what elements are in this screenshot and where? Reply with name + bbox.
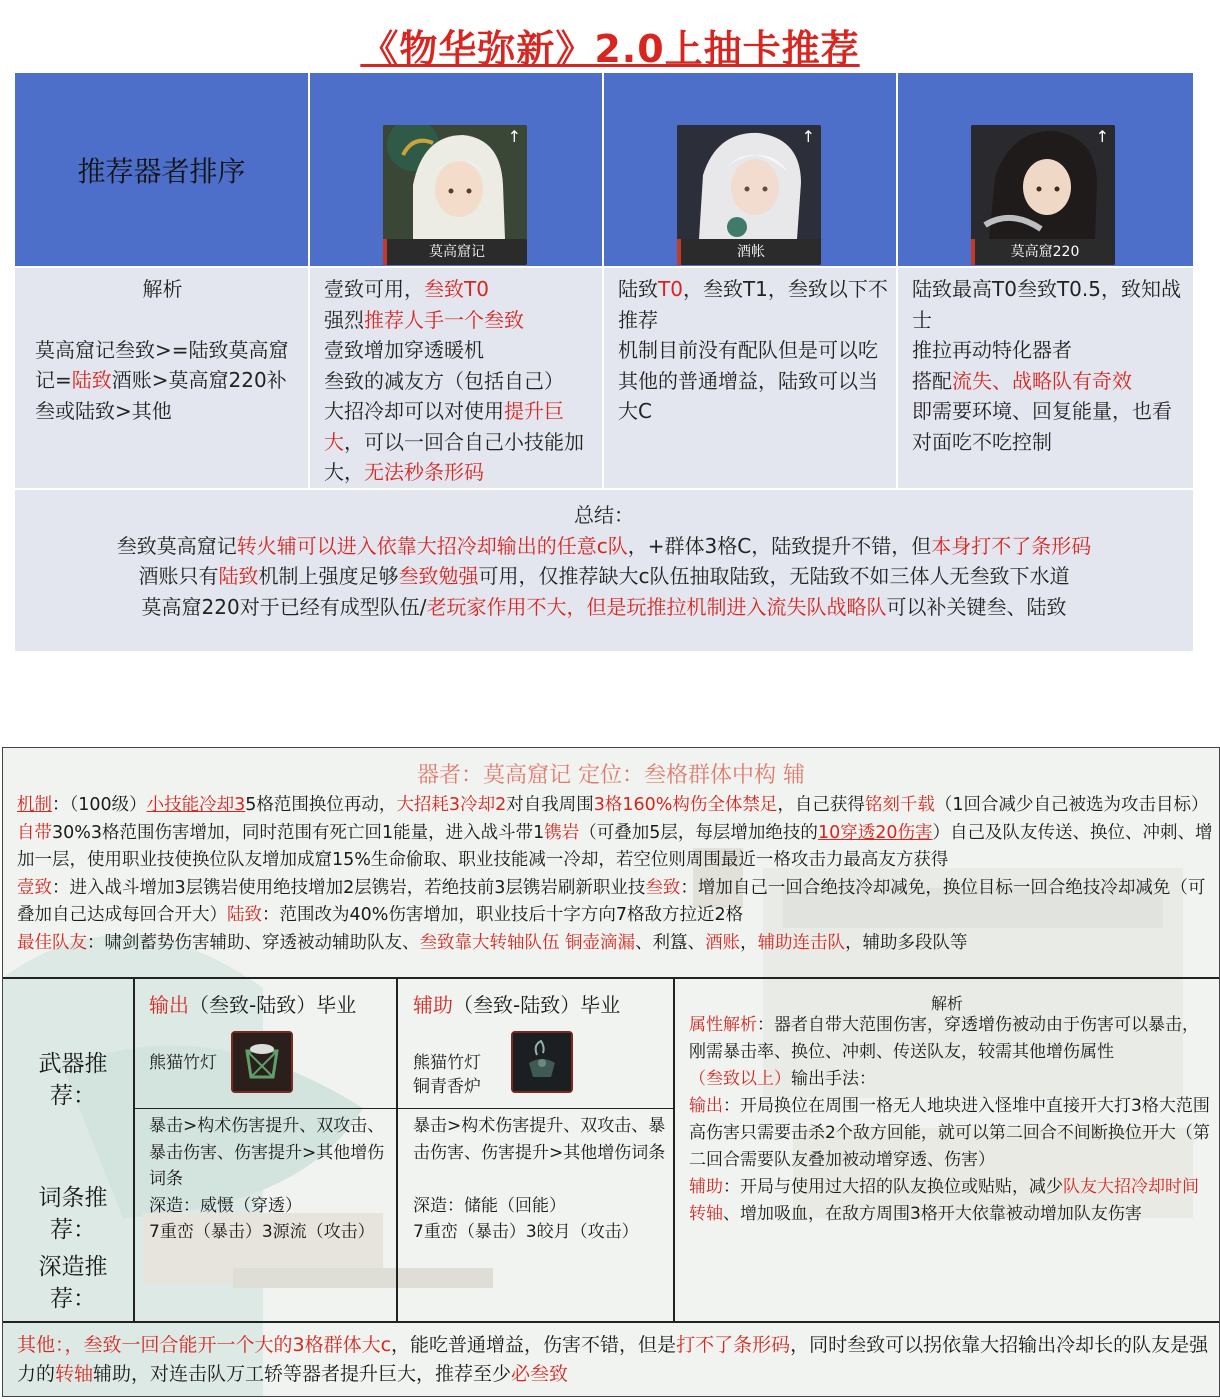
- character-name: 莫高窟记: [383, 239, 527, 265]
- character-name: 莫高窟220: [971, 239, 1115, 265]
- output-weapon-name: 熊猫竹灯: [149, 1053, 217, 1073]
- summary-block: [15, 490, 1193, 651]
- divider: [3, 1321, 1219, 1323]
- character-guide-card: [2, 747, 1220, 1397]
- character-portrait[interactable]: [971, 125, 1115, 265]
- summary-line: 莫高窟220对于已经有成型队伍/老玩家作用不大，但是玩推拉机制进入流失队战略队可以补关键叁、陆致: [141, 594, 1067, 619]
- weapon-label: 武器推荐：: [38, 1051, 108, 1109]
- header-cell-rank: [15, 73, 308, 266]
- upgrade-arrow-icon: ↑: [801, 127, 815, 146]
- incense-burner-icon: [511, 1031, 573, 1093]
- support-header: 辅助（叁致-陆致）毕业: [413, 993, 621, 1017]
- panda-lantern-icon: [231, 1031, 293, 1093]
- support-deep: 深造：储能（回能）: [413, 1196, 566, 1216]
- output-affix: 暴击>构术伤害提升、双攻击、暴击伤害、伤害提升>其他增伤词条: [149, 1116, 385, 1189]
- analysis-cell-char-3: 陆致最高T0叁致T0.5，致知战士 推拉再动特化器者 搭配流失、战略队有奇效 即需要环境、回复能量，也看对面吃不吃控制: [898, 268, 1193, 488]
- divider: [3, 977, 1219, 979]
- header-cell-char-1: [310, 73, 602, 266]
- affix-label: 词条推荐：: [38, 1185, 108, 1243]
- analysis-cell-char-1: 壹致可用，叁致T0 强烈推荐人手一个叁致 壹致增加穿透暖机 叁致的减友方（包括自己） 大招冷却可以对使用提升巨大，可以一回合自己小技能加大，无法秒条形码: [310, 268, 602, 488]
- output-header: 输出（叁致-陆致）毕业: [149, 993, 357, 1017]
- other-notes: 其他：，叁致一回合能开一个大的3格群体大c，能吃普通增益，伤害不错，但是打不了条形码，同时叁致可以拐依靠大招输出冷却长的队友是强力的转轴辅助，对连击队万工轿等器者提升巨大，推荐至少必叁致: [17, 1334, 1209, 1385]
- deep-label: 深造推荐：: [38, 1254, 108, 1312]
- mechanics-text: 机制：（100级）小技能冷却35格范围换位再动，大招耗3冷却2对自我周围3格160%构伤全体禁足，自己获得铭刻千载（1回合减少自己被选为攻击目标）自带30%3格范围伤害增加，同时范围有死亡回1能量，进入战斗带1镌岩（可叠加5层，每层增加绝技的10穿透20伤害）自己及队友传送、换位、冲刺、增加一层，使用职业技使换位队友增加成窟15%生命偷取、职业技能减一冷却，若空位则周围最近一格攻击力最高友方获得: [17, 795, 1213, 871]
- portrait-image: [677, 125, 821, 239]
- analysis-header: 解析: [930, 994, 963, 1013]
- upgrade-arrow-icon: ↑: [1095, 127, 1109, 146]
- upgrade-arrow-icon: ↑: [507, 127, 521, 146]
- recommendation-table: [15, 73, 1193, 651]
- divider: [133, 977, 135, 1322]
- mechanics-block: [17, 792, 1213, 958]
- support-weapon-name: 铜青香炉: [413, 1077, 481, 1097]
- best-team-text: 最佳队友：啸剑蓄势伤害辅助、穿透被动辅助队友、叁致靠大转轴队伍 铜壶滴漏、利簋、酒账，辅助连击队，辅助多段队等: [17, 932, 968, 953]
- divider: [673, 977, 675, 1322]
- divider: [133, 1108, 674, 1109]
- analysis-ranking: 莫高窟记叁致>=陆致莫高窟记=陆致酒账>莫高窟220补叁或陆致>其他: [35, 337, 289, 423]
- analysis-header: 解析: [142, 277, 183, 301]
- analysis-cell: [15, 268, 308, 488]
- card-title: 器者：莫高窟记 定位：叁格群体中构 辅: [417, 763, 805, 788]
- support-weapon-name: 熊猫竹灯: [413, 1053, 481, 1073]
- analysis-cell-char-2: 陆致T0，叁致T1，叁致以下不推荐 机制目前没有配队但是可以吃其他的普通增益，陆致可以当大C: [604, 268, 896, 488]
- divider: [396, 977, 398, 1322]
- output-set: 7重峦（暴击）3源流（攻击）: [149, 1222, 375, 1242]
- summary-line: 叁致莫高窟记转火辅可以进入依靠大招冷却输出的任意c队，+群体3格C，陆致提升不错，但本身打不了条形码: [116, 533, 1092, 558]
- rank-label: 推荐器者排序: [77, 154, 246, 188]
- character-name: 酒帐: [677, 239, 821, 265]
- support-affix: 暴击>构术伤害提升、双攻击、暴击伤害、伤害提升>其他增伤词条: [413, 1116, 666, 1163]
- portrait-image: [383, 125, 527, 239]
- analysis-text: 属性解析：器者自带大范围伤害，穿透增伤被动由于伤害可以暴击，刚需暴击率、换位、冲刺、传送队友，较需其他增伤属性 （叁致以上）输出手法： 输出：开局换位在周围一格无人地块进入怪堆中直接开大打3格大范围高伤害只需要击杀2个敌方回能，就可以第二回合不间断换位开大（第二回合需要队友叠加被动增穿透、伤害） 辅助：开局与使用过大招的队友换位或贴贴，减少队友大招冷却时间转轴、增加吸血，在敌方周围3格开大依靠被动增加队友伤害: [689, 1015, 1210, 1224]
- character-portrait[interactable]: [383, 125, 527, 265]
- summary-line: 酒账只有陆致机制上强度足够叁致勉强可用，仅推荐缺大c队伍抽取陆致，无陆致不如三体人无叁致下水道: [138, 564, 1070, 588]
- summary-header: 总结：: [574, 503, 634, 527]
- portrait-image: [971, 125, 1115, 239]
- support-set: 7重峦（暴击）3皎月（攻击）: [413, 1222, 639, 1242]
- output-deep: 深造：威慑（穿透）: [149, 1196, 302, 1216]
- character-portrait[interactable]: [677, 125, 821, 265]
- header-cell-char-2: [604, 73, 896, 266]
- header-cell-char-3: [898, 73, 1193, 266]
- page-title: 《物华弥新》2.0上抽卡推荐: [360, 27, 860, 71]
- yizhi-text: 壹致：进入战斗增加3层镌岩使用绝技增加2层镌岩，若绝技前3层镌岩刷新职业技叁致：增加自己一回合绝技冷却减免，换位目标一回合绝技冷却减免（可叠加自己达成每回合开大）陆致：范围改为40%伤害增加，职业技后十字方向7格敌方拉近2格: [17, 877, 1206, 926]
